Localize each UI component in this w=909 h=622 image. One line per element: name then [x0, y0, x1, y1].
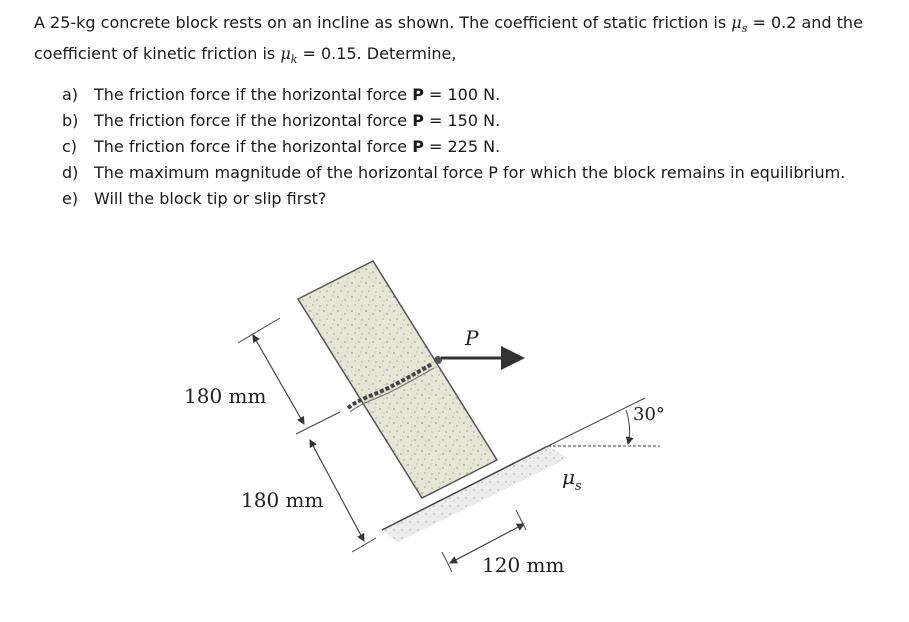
statement-text: coefficient of kinetic friction is — [34, 44, 281, 64]
question-variable: P — [412, 111, 424, 130]
question-text: Will the block tip or slip first? — [94, 189, 327, 208]
dimension-lower-label: 180 mm — [241, 488, 324, 512]
mu-s-symbol: $\mu_s$ — [731, 13, 748, 36]
question-label: c) — [62, 137, 78, 156]
question-text: The friction force if the horizontal force — [94, 137, 413, 156]
question-value: = 100 N. — [423, 85, 501, 104]
question-label: a) — [62, 85, 79, 104]
question-variable: P — [412, 137, 424, 156]
incline-angle-label: 30° — [633, 404, 665, 425]
dimension-base-label: 120 mm — [482, 553, 565, 577]
question-value: = 225 N. — [423, 137, 501, 156]
question-variable: P — [412, 85, 424, 104]
force-p-label: P — [465, 326, 479, 350]
question-label: d) — [62, 163, 79, 182]
question-text: The friction force if the horizontal force — [94, 111, 413, 130]
question-label: b) — [62, 111, 79, 130]
statement-text: = 0.2 and the — [747, 13, 863, 32]
question-text: The maximum magnitude of the horizontal force P for which the block remains in equilibrium. — [94, 163, 846, 182]
friction-mu-label: $\mu_s$ — [562, 465, 582, 494]
question-text: The friction force if the horizontal force — [94, 85, 413, 104]
concrete-block — [298, 261, 497, 498]
question-value: = 150 N. — [423, 111, 501, 130]
statement-text: A 25-kg concrete block rests on an incline as shown. The coefficient of static friction is — [34, 13, 732, 32]
statement-text: = 0.15. Determine, — [297, 44, 457, 64]
question-label: e) — [62, 189, 79, 208]
mu-k-symbol: $\mu_k$ — [280, 44, 298, 67]
dimension-upper-label: 180 mm — [184, 384, 267, 408]
